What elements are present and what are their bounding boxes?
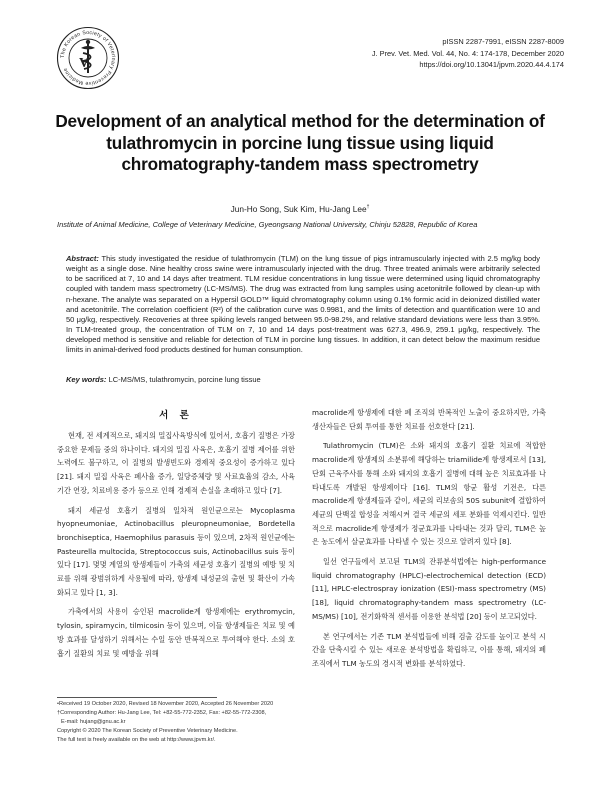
abstract-line: respectively. Recoveries at three spiking levels ranged between 95.0-98.2%, and relative standard deviations were less than: [99, 314, 515, 324]
keywords: [66, 375, 540, 384]
abstract-line: GOLD™ liquid chromatography column using 0.1% formic acid in deionized distilled water and acetonitrile. The correlation: [66, 294, 541, 314]
body-paragraph: 본 연구에서는 기존 TLM 분석법들에 비해 검출 감도를 높이고 분석 시간을 단축시킬 수 있는 새로운 분석방법을 확립하고, 이를 통해, 돼지의 폐 조직에서 TLM 농도의 경시적 변화를 분석하였다.: [312, 631, 546, 668]
abstract: [66, 254, 540, 356]
section-heading-introduction: 서 론: [159, 410, 193, 421]
abstract-line: tissue were determined using liquid chromatography coupled with tandem mass spectrometry (LC-MS/MS). The drug was: [66, 274, 540, 294]
abstract-line: detect below the maximum residue limits in animal-derived food products destined for human consumption.: [66, 335, 540, 355]
footnote-received: •Received 19 October 2020, Revised 18 November 2020, Accepted 26 November 2020: [57, 701, 274, 707]
keywords-label: Key words:: [66, 375, 107, 384]
body-paragraph: 현재, 전 세계적으로, 돼지의 밀집사육방식에 있어서, 호흡기 질병은 가장 중요한 문제들 중의 하나이다. 돼지의 밀집 사육은, 호흡기 질병 제어를 위한 노력에도 불구하고, 이 질병의 발생빈도와 경제적 중요성이 증가하고 있다 [21]. 돼지 밀집 사육은 폐사율 증가, 일당증체량 및 사료효율의 감소, 사육기간 연장, 치료비용 증가 등으로 인해 경제적 손실을 초래하고 있다 [7].: [57, 431, 295, 495]
title-line: chromatography-tandem mass spectrometry: [121, 154, 479, 174]
citation: J. Prev. Vet. Med. Vol. 44, No. 4: 174-178, December 2020: [371, 48, 564, 58]
abstract-line: This study investigated the residue of tulathromycin (TLM) on the lung tissue of pigs intramuscularly injected with: [101, 254, 485, 263]
affiliation: Institute of Animal Medicine, College of Veterinary Medicine, Gyeongsang National University, Chinju 52828, Republic of Korea: [57, 220, 478, 229]
footnote-email[interactable]: E-mail: hujang@gnu.ac.kr: [61, 719, 126, 725]
caduceus-icon: [79, 40, 95, 73]
body-column-left: [57, 429, 295, 660]
footnote-corresponding: †Corresponding Author: Hu-Jang Lee, Tel: +82-55-772-2352, Fax: +82-55-772-2308,: [57, 710, 267, 716]
abstract-line: 2.5 mg/kg body weight as a single dose. Nine healthy cross swine were intramuscularly injected with the drug. Three treated: [66, 254, 541, 274]
society-logo: [56, 26, 120, 90]
svg-text:V: V: [79, 56, 90, 71]
footnote-fulltext[interactable]: The full text is freely available on the web at http://www.jpvm.kr/.: [57, 737, 216, 743]
title-line: tulathromycin in porcine lung tissue using liquid: [106, 132, 494, 153]
body-paragraph: 일선 연구들에서 보고된 TLM의 잔류분석법에는 high-performance liquid chromatography (HPLC)-electrochemical detection (ECD) [11], HPLC-electrospray ionization (ESI)-mass spectrometry (MS) [18], liquid chromatography-tandem mass spectrometry (LC-MS/MS) [10], 전기화학적 센서를 이용한 분석법 [20] 등이 보고되었다.: [312, 557, 546, 621]
logo-ring-text: The Korean Society of Veterinary Preventive Medicine: [59, 29, 117, 87]
title-line: Development of an analytical method for the determination of: [55, 111, 545, 131]
body-paragraph: Tulathromycin (TLM)은 소와 돼지의 호흡기 질환 치료에 적합한 macrolide계 항생제의 소분류에 해당하는 triamilide계 항생제로서 [13], 단회 근육주사를 통해 소와 돼지의 호흡기 질병에 대해 높은 치료효과를 나타내도록 개발된 항생제이다 [16]. TLM의 항균 활성 기전은, 다른 macrolide계 항생제들과 같이, 세균의 리보솜의 50S subunit에 결합하여 세균의 단백질 합성을 저해시켜 결국 세균의 세포 분화를 억제시킨다. 일반적으로 macrolide계 항생제가 정균효과를 나타내는 것과 달리, TLM은 높은 농도에서 살균효과를 나타낼 수 있는 것으로 알려져 있다 [8].: [312, 441, 546, 547]
footnote-copyright: Copyright © 2020 The Korean Society of Preventive Veterinary Medicine.: [57, 728, 238, 734]
body-paragraph: 돼지 세균성 호흡기 질병의 일차적 원인균으로는 Mycoplasma hyopneumoniae, Actinobacillus pleuropneumoniae, Bordetella bronchiseptica, Haemophilus parasuis 등이 있으며, 2차적 원인균에는 Pasteurella multocida, Streptococcus suis, Actinobacillus suis 등이 있다 [17]. 몇몇 계열의 항생제들이 가축의 세균성 호흡기 질병의 예방 및 치료를 위해 광범위하게 사용될에 따라, 항생제 내성균의 출현 및 확산이 가속화되고 있다 [1, 3].: [57, 505, 295, 597]
abstract-line: extracted from lung samples using acetonitrile followed by clean-up with n-hexane. The analyte was separated on a Hypersil: [66, 284, 540, 304]
body-paragraph: 가축에서의 사용이 승인된 macrolide계 항생제에는 erythromycin, tylosin, spiramycin, tilmicosin 등이 있으며, 이들 항생제들은 치료 및 예방 효과를 달성하기 위해서는 수일 동안 반복적으로 투여해야 한다. 소의 호흡기 질환의 치료 및 예방을 위해: [57, 607, 295, 658]
paper-title: [40, 111, 560, 176]
corresponding-mark: †: [366, 204, 370, 211]
issn: pISSN 2287-7991, eISSN 2287-8009: [442, 37, 564, 46]
abstract-line: respectively. The developed method is sensitive and reliable for detection of TLM in porcine lung tissues. In addition, it can: [66, 325, 540, 345]
body-column-right: [312, 406, 546, 671]
body-paragraph: macrolide계 항생제에 대한 폐 조직의 반복적인 노출이 중요하지만, 가축생산자들은 단회 투여를 통한 치료를 선호한다 [21].: [312, 408, 546, 431]
footnotes: [57, 700, 302, 745]
journal-meta: [372, 36, 564, 71]
footnote-divider: [57, 697, 217, 698]
doi-link[interactable]: https://doi.org/10.13041/jpvm.2020.44.4.174: [419, 60, 564, 69]
abstract-label: Abstract:: [66, 254, 99, 263]
abstract-line: coefficient (R²) of the calibration curve was 0.9981, and the limits of detection and quantification were 10 and 50 μg/kg,: [66, 304, 540, 324]
abstract-line: 3.95%. In TLM-treated group, the concentration of TLM on 7, 10 and 14 days post-treatment was 627.3, 496.9, 259.1 μg/kg,: [66, 314, 540, 335]
abstract-line: animals were arbitrarily selected to be sacrificed at 7, 10 and 14 days after treatment. TLM residue concentrations in lung: [66, 264, 541, 284]
author-list: [40, 204, 560, 214]
authors: Jun-Ho Song, Suk Kim, Hu-Jang Lee: [230, 204, 367, 214]
keywords-text: LC-MS/MS, tulathromycin, porcine lung tissue: [108, 375, 261, 384]
